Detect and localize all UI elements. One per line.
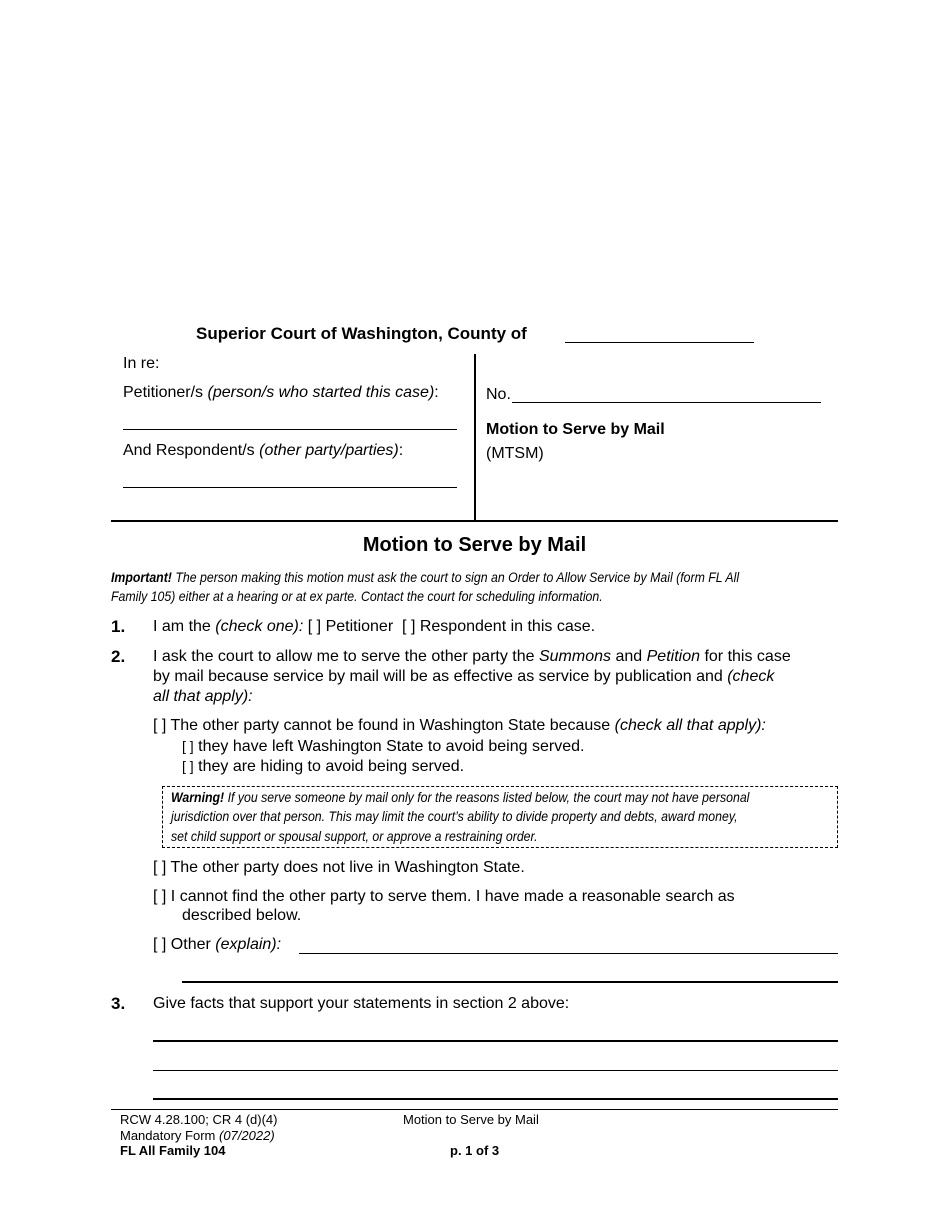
main-title: Motion to Serve by Mail <box>362 534 587 556</box>
footer-mandatory-label: Mandatory Form <box>120 1128 216 1143</box>
important-text-1: The person making this motion must ask the court to sign an Order to Allow Service by Mail (form FL All <box>175 569 740 585</box>
option-a-checkbox[interactable]: [ ] <box>153 717 167 734</box>
s2-text-2a: by mail because service by mail will be as effective as service by publication and <box>153 668 723 685</box>
form-code: (MTSM) <box>486 445 544 462</box>
option-b-checkbox[interactable]: [ ] <box>153 859 167 876</box>
county-field[interactable] <box>565 342 754 343</box>
s2-petition: Petition <box>646 648 700 665</box>
option-not-live-in-state <box>153 859 525 877</box>
section-1-number: 1. <box>111 617 126 636</box>
warning-lead: Warning! <box>171 789 225 805</box>
option-c-text-2: described below. <box>182 907 302 924</box>
respondent-colon: : <box>398 442 404 459</box>
sub-option-hiding <box>182 758 464 776</box>
important-line-2: Family 105) either at a hearing or at ex parte. Contact the court for scheduling information. <box>111 588 603 604</box>
option-a-hint: (check all that apply): <box>614 717 766 734</box>
warning-text-1: If you serve someone by mail only for the reasons listed below, the court may not have personal <box>227 789 750 805</box>
sub-option-left-state <box>182 738 584 756</box>
s2-text-2b: (check <box>727 668 775 685</box>
in-re-label: In re: <box>123 355 160 372</box>
option-b-text: The other party does not live in Washington State. <box>170 859 525 876</box>
option-a-text: The other party cannot be found in Washington State because <box>170 717 611 734</box>
option-cannot-find <box>153 888 735 906</box>
petitioner-option: Petitioner <box>325 618 394 635</box>
footer-rule <box>111 1109 838 1110</box>
facts-field-3[interactable] <box>153 1098 838 1100</box>
section-1-prefix: I am the <box>153 618 211 635</box>
respondent-hint: (other party/parties) <box>259 442 399 459</box>
important-lead: Important! <box>111 569 172 585</box>
section-2-line-3: all that apply): <box>153 688 253 705</box>
footer-page: p. 1 of 3 <box>450 1143 500 1158</box>
footer-rcw: RCW 4.28.100; CR 4 (d)(4) <box>120 1112 278 1127</box>
section-1-text <box>153 618 595 636</box>
footer-center-title: Motion to Serve by Mail <box>403 1112 539 1127</box>
petitioner-checkbox[interactable]: [ ] <box>307 618 322 635</box>
caption-bottom-rule <box>111 520 838 522</box>
case-no-field[interactable] <box>512 402 821 403</box>
important-line-1 <box>111 569 739 585</box>
option-d-hint: (explain): <box>215 936 282 953</box>
respondent-label: And Respondent/s <box>123 442 255 459</box>
petitioner-name-field[interactable] <box>123 429 457 430</box>
option-c-checkbox[interactable]: [ ] <box>153 888 167 905</box>
warning-line-1 <box>171 789 749 805</box>
footer-date: (07/2022) <box>219 1128 275 1143</box>
respondent-name-field[interactable] <box>123 487 457 488</box>
facts-field-1[interactable] <box>153 1040 838 1042</box>
footer-mandatory <box>120 1128 275 1143</box>
footer-form-id: FL All Family 104 <box>120 1143 226 1158</box>
respondent-label-row <box>123 442 403 460</box>
section-2-line-2 <box>153 668 774 686</box>
section-2-number: 2. <box>111 647 126 666</box>
section-3-number: 3. <box>111 994 126 1013</box>
option-c-text-1: I cannot find the other party to serve them. I have made a reasonable search as <box>170 888 735 905</box>
warning-line-2: jurisdiction over that person. This may limit the court’s ability to divide property and debts, award money, <box>171 808 738 824</box>
option-d-text: Other <box>170 936 211 953</box>
facts-field-2[interactable] <box>153 1070 838 1071</box>
sub-1-checkbox[interactable]: [ ] <box>182 738 194 754</box>
s2-and: and <box>615 648 643 665</box>
section-3-text: Give facts that support your statements in section 2 above: <box>153 995 570 1012</box>
other-explain-field-2[interactable] <box>182 981 838 983</box>
s2-summons: Summons <box>538 648 612 665</box>
sub-2-text: they are hiding to avoid being served. <box>198 758 465 775</box>
court-title: Superior Court of Washington, County of <box>196 324 527 343</box>
petitioner-colon: : <box>434 384 439 401</box>
other-explain-field-1[interactable] <box>299 953 838 954</box>
respondent-checkbox[interactable]: [ ] <box>402 618 416 635</box>
option-other <box>153 936 281 954</box>
petitioner-label-row <box>123 384 439 402</box>
s2-text-e: for this case <box>704 648 791 665</box>
petitioner-label: Petitioner/s <box>123 384 204 401</box>
section-2-line-1 <box>153 648 791 666</box>
respondent-option: Respondent in this case. <box>419 618 596 635</box>
warning-line-3: set child support or spousal support, or approve a restraining order. <box>171 828 538 844</box>
caption-divider <box>474 354 476 522</box>
section-1-hint: (check one): <box>215 618 304 635</box>
s2-text-a: I ask the court to allow me to serve the other party the <box>153 648 535 665</box>
sub-1-text: they have left Washington State to avoid being served. <box>198 738 585 755</box>
option-d-checkbox[interactable]: [ ] <box>153 936 167 953</box>
sub-2-checkbox[interactable]: [ ] <box>182 758 194 774</box>
petitioner-hint: (person/s who started this case) <box>207 384 435 401</box>
option-not-in-state <box>153 717 766 735</box>
form-title: Motion to Serve by Mail <box>486 421 665 438</box>
case-no-label: No. <box>486 386 511 403</box>
